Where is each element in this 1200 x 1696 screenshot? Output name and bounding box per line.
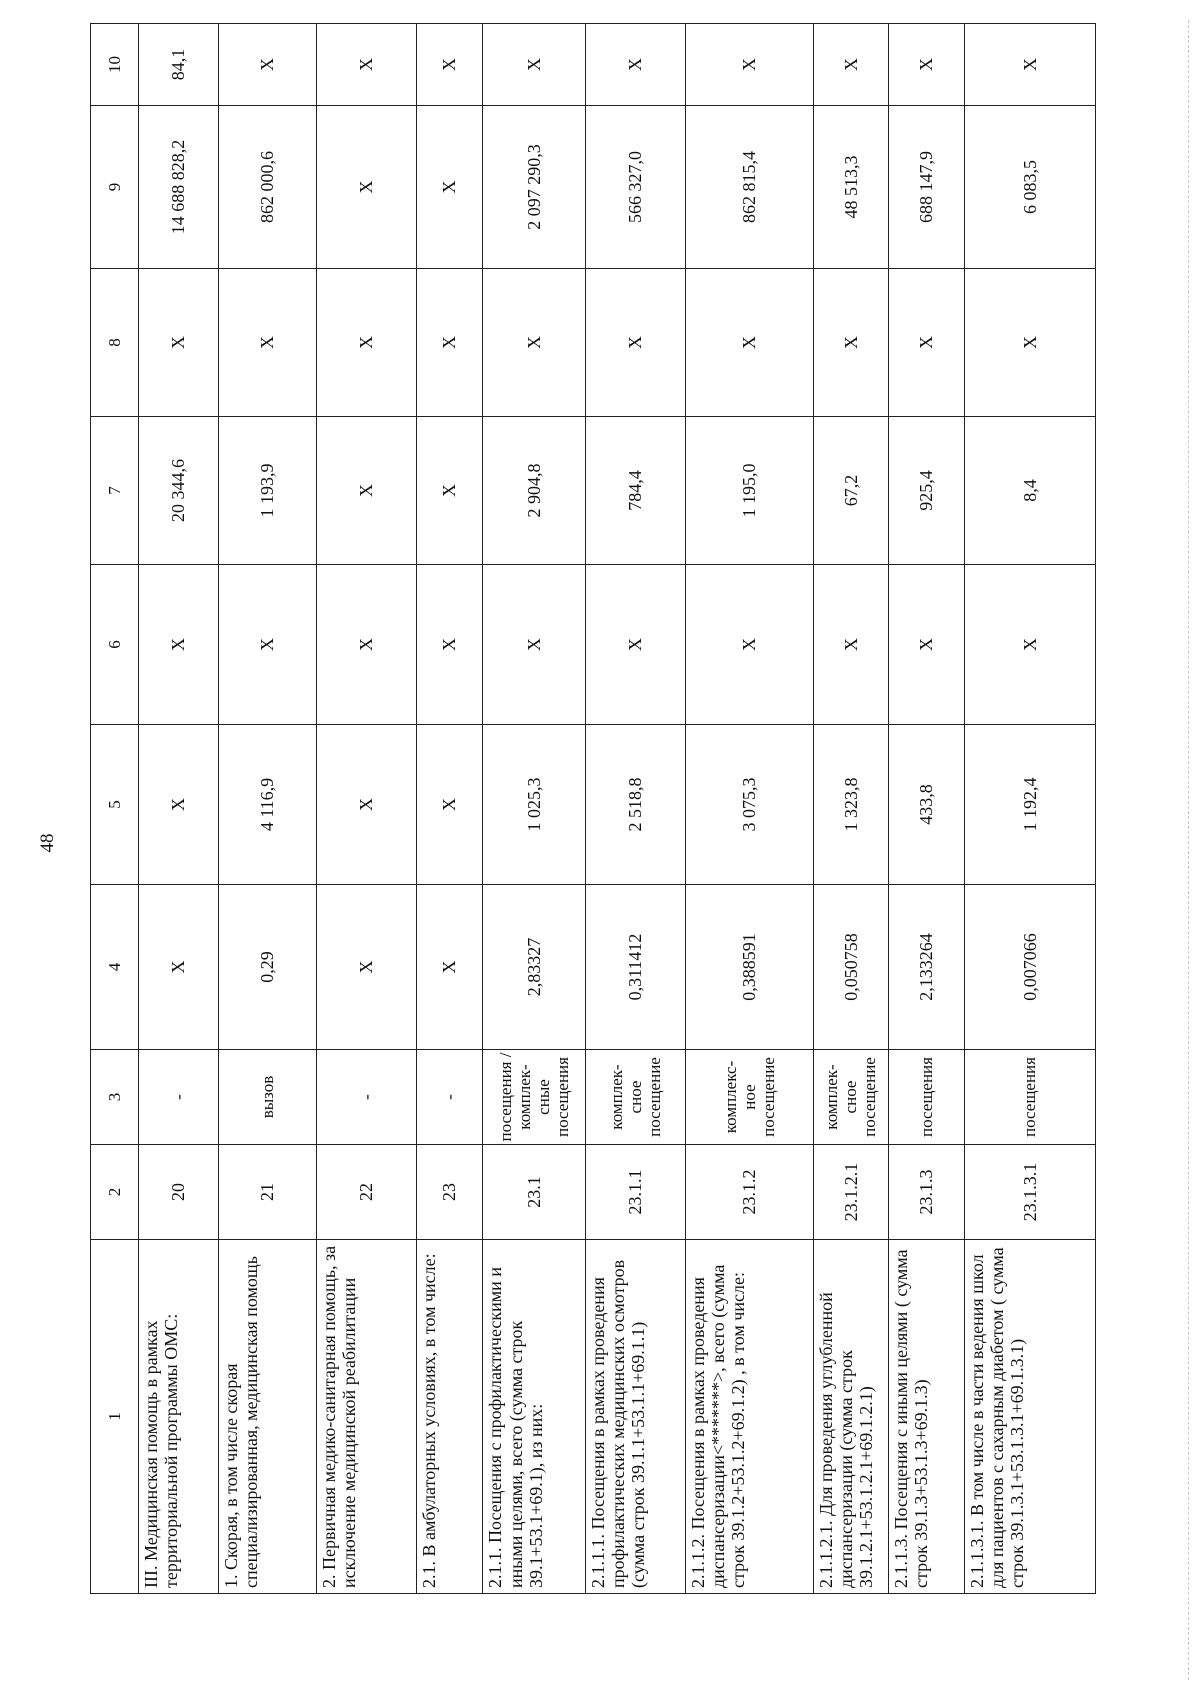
- value-cell: X: [964, 565, 1095, 725]
- row-code-cell: 23.1.2.1: [813, 1145, 889, 1240]
- value-cell: 67,2: [813, 417, 889, 565]
- header-cell: 10: [91, 24, 139, 106]
- unit-cell: вызов: [218, 1050, 316, 1145]
- table-row: [889, 24, 965, 1594]
- value-cell: X: [138, 725, 218, 885]
- unit-cell: посещения: [964, 1050, 1095, 1145]
- value-cell: X: [813, 24, 889, 106]
- value-cell: X: [585, 565, 685, 725]
- value-cell: 433,8: [889, 725, 965, 885]
- value-cell: 1 193,9: [218, 417, 316, 565]
- value-cell: 84,1: [138, 24, 218, 106]
- row-label-cell: III. Медицинская помощь в рамках территориальной программы ОМС:: [138, 1240, 218, 1594]
- value-cell: 784,4: [585, 417, 685, 565]
- value-cell: 2 097 290,3: [483, 106, 585, 269]
- table-row: [813, 24, 889, 1594]
- value-cell: 1 323,8: [813, 725, 889, 885]
- value-cell: X: [218, 565, 316, 725]
- table-row: [138, 24, 218, 1594]
- row-code-cell: 23.1.3: [889, 1145, 965, 1240]
- value-cell: X: [964, 269, 1095, 417]
- value-cell: X: [416, 106, 483, 269]
- value-cell: X: [416, 885, 483, 1050]
- unit-cell: -: [138, 1050, 218, 1145]
- value-cell: X: [483, 565, 585, 725]
- row-label-cell: 1. Скорая, в том числе скорая специализированная, медицинская помощь: [218, 1240, 316, 1594]
- value-cell: X: [964, 24, 1095, 106]
- value-cell: 2 518,8: [585, 725, 685, 885]
- row-code-cell: 20: [138, 1145, 218, 1240]
- value-cell: X: [685, 24, 813, 106]
- value-cell: X: [483, 269, 585, 417]
- value-cell: X: [813, 269, 889, 417]
- row-code-cell: 23: [416, 1145, 483, 1240]
- header-cell: 8: [91, 269, 139, 417]
- table-row: [316, 24, 416, 1594]
- header-cell: 4: [91, 885, 139, 1050]
- column-number-row: [91, 24, 139, 1594]
- value-cell: X: [889, 269, 965, 417]
- row-code-cell: 23.1.2: [685, 1145, 813, 1240]
- row-code-cell: 23.1: [483, 1145, 585, 1240]
- value-cell: X: [138, 565, 218, 725]
- value-cell: X: [316, 106, 416, 269]
- value-cell: X: [416, 565, 483, 725]
- value-cell: 0,007066: [964, 885, 1095, 1050]
- value-cell: X: [685, 269, 813, 417]
- header-cell: 6: [91, 565, 139, 725]
- value-cell: 0,388591: [685, 885, 813, 1050]
- header-cell: 7: [91, 417, 139, 565]
- row-label-cell: 2.1.1.1. Посещения в рамках проведения профилактических медицинских осмотров (сумма строк 39.1.1+53.1.1+69.1.1): [585, 1240, 685, 1594]
- value-cell: 862 815,4: [685, 106, 813, 269]
- value-cell: X: [416, 269, 483, 417]
- row-code-cell: 23.1.1: [585, 1145, 685, 1240]
- value-cell: 8,4: [964, 417, 1095, 565]
- header-cell: 9: [91, 106, 139, 269]
- header-cell: 1: [91, 1240, 139, 1594]
- table-row: [218, 24, 316, 1594]
- value-cell: 1 192,4: [964, 725, 1095, 885]
- row-label-cell: 2.1.1.2.1. Для проведения углубленной диспансеризации (сумма строк 39.1.2.1+53.1.2.1+69.1.2.1): [813, 1240, 889, 1594]
- rotated-table-stage: [90, 24, 1096, 1594]
- row-label-cell: 2.1.1. Посещения с профилактическими и иными целями, всего (сумма строк 39.1+53.1+69.1), из них:: [483, 1240, 585, 1594]
- value-cell: X: [316, 269, 416, 417]
- value-cell: 0,29: [218, 885, 316, 1050]
- value-cell: X: [316, 24, 416, 106]
- value-cell: X: [889, 565, 965, 725]
- scan-edge-line: [1188, 20, 1189, 1680]
- row-code-cell: 21: [218, 1145, 316, 1240]
- value-cell: X: [218, 24, 316, 106]
- page-number: 48: [37, 833, 58, 853]
- value-cell: X: [585, 24, 685, 106]
- row-label-cell: 2.1. В амбулаторных условиях, в том числе:: [416, 1240, 483, 1594]
- row-label-cell: 2.1.1.3.1. В том числе в части ведения школ для пациентов с сахарным диабетом ( сумма строк 39.1.3.1+53.1.3.1+69.1.3.1): [964, 1240, 1095, 1594]
- header-cell: 2: [91, 1145, 139, 1240]
- table-row: [685, 24, 813, 1594]
- row-label-cell: 2.1.1.2. Посещения в рамках проведения диспансеризации<*******>, всего (сумма строк 39.1.2+53.1.2+69.1.2) , в том числе:: [685, 1240, 813, 1594]
- value-cell: 688 147,9: [889, 106, 965, 269]
- unit-cell: комплекс-ное посещение: [685, 1050, 813, 1145]
- value-cell: X: [416, 417, 483, 565]
- unit-cell: комплек-сное посещение: [585, 1050, 685, 1145]
- row-code-cell: 23.1.3.1: [964, 1145, 1095, 1240]
- value-cell: 14 688 828,2: [138, 106, 218, 269]
- value-cell: 2 904,8: [483, 417, 585, 565]
- value-cell: 48 513,3: [813, 106, 889, 269]
- value-cell: 1 195,0: [685, 417, 813, 565]
- unit-cell: посещения /комплек-сные посещения: [483, 1050, 585, 1145]
- value-cell: X: [889, 24, 965, 106]
- value-cell: 4 116,9: [218, 725, 316, 885]
- table-row: [585, 24, 685, 1594]
- value-cell: X: [138, 885, 218, 1050]
- row-label-cell: 2.1.1.3. Посещения с иными целями ( сумма строк 39.1.3+53.1.3+69.1.3): [889, 1240, 965, 1594]
- funding-table: [90, 23, 1096, 1594]
- value-cell: X: [138, 269, 218, 417]
- value-cell: X: [416, 725, 483, 885]
- value-cell: 20 344,6: [138, 417, 218, 565]
- value-cell: 862 000,6: [218, 106, 316, 269]
- value-cell: 925,4: [889, 417, 965, 565]
- value-cell: X: [316, 725, 416, 885]
- value-cell: X: [316, 885, 416, 1050]
- value-cell: 2,133264: [889, 885, 965, 1050]
- unit-cell: -: [416, 1050, 483, 1145]
- value-cell: 1 025,3: [483, 725, 585, 885]
- value-cell: X: [416, 24, 483, 106]
- header-cell: 3: [91, 1050, 139, 1145]
- unit-cell: -: [316, 1050, 416, 1145]
- value-cell: X: [218, 269, 316, 417]
- value-cell: X: [316, 565, 416, 725]
- value-cell: 3 075,3: [685, 725, 813, 885]
- value-cell: 566 327,0: [585, 106, 685, 269]
- value-cell: X: [813, 565, 889, 725]
- header-cell: 5: [91, 725, 139, 885]
- table-row: [483, 24, 585, 1594]
- value-cell: 0,311412: [585, 885, 685, 1050]
- value-cell: 6 083,5: [964, 106, 1095, 269]
- row-code-cell: 22: [316, 1145, 416, 1240]
- unit-cell: комплек-сное посещение: [813, 1050, 889, 1145]
- row-label-cell: 2. Первичная медико-санитарная помощь, за исключение медицинской реабилитации: [316, 1240, 416, 1594]
- value-cell: X: [685, 565, 813, 725]
- value-cell: 0,050758: [813, 885, 889, 1050]
- unit-cell: посещения: [889, 1050, 965, 1145]
- table-row: [964, 24, 1095, 1594]
- table-row: [416, 24, 483, 1594]
- value-cell: X: [585, 269, 685, 417]
- value-cell: 2,83327: [483, 885, 585, 1050]
- value-cell: X: [483, 24, 585, 106]
- table-body: [91, 24, 1096, 1594]
- value-cell: X: [316, 417, 416, 565]
